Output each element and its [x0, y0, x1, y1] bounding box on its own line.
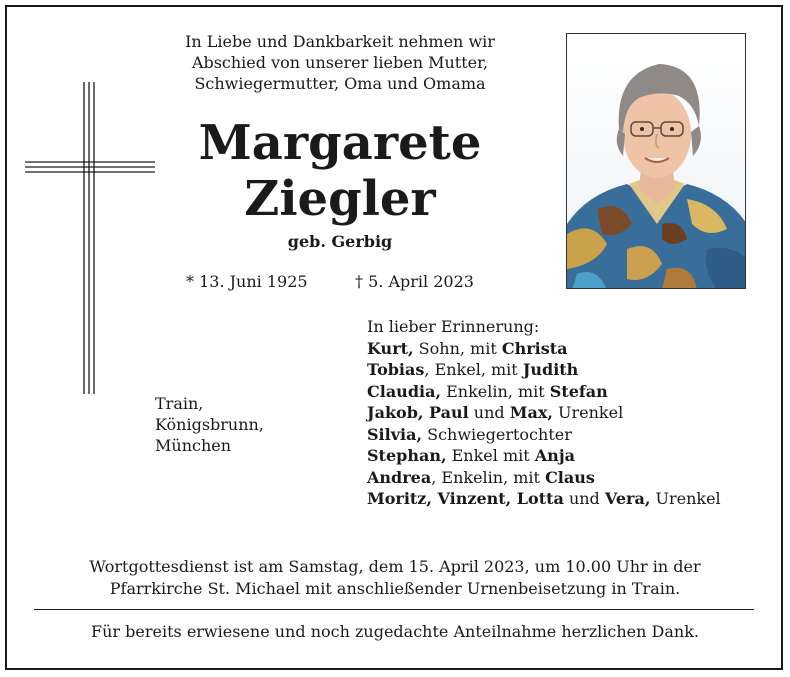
mourner-row [367, 488, 721, 510]
service-line: Pfarrkirche St. Michael mit anschließender Urnenbeisetzung in Train. [109, 579, 681, 598]
mourner-relation: , Enkel, mit [424, 360, 523, 379]
thanks-text: Für bereits erwiesene und noch zugedachte Anteilnahme herzlichen Dank. [91, 622, 699, 641]
mourner-relation: Schwiegertochter [422, 424, 572, 444]
intro-line: Schwiegermutter, Oma und Omama [194, 74, 486, 93]
mourner-row [367, 338, 721, 360]
places-list [155, 393, 264, 456]
mourner-relation: Sohn, mit [413, 338, 502, 358]
mourner-relation: Enkel mit [446, 446, 535, 465]
mourner-name: Kurt, [367, 338, 414, 358]
intro-line: Abschied von unserer lieben Mutter, [191, 53, 489, 72]
mourner-name: Claudia, [367, 381, 442, 401]
mourner-relation: , Enkelin, mit [431, 467, 546, 487]
mourner-relation: und [563, 489, 605, 508]
mourner-name: Stefan [549, 381, 608, 401]
death-date: † 5. April 2023 [355, 272, 474, 291]
mourner-name: Andrea [367, 467, 432, 487]
intro-text [130, 31, 550, 94]
portrait-photo [566, 33, 746, 289]
last-name: Ziegler [244, 171, 436, 227]
mourner-relation: Enkelin, mit [441, 381, 550, 401]
birth-name: geb. Gerbig [287, 232, 393, 251]
portrait-illustration [567, 34, 746, 289]
mourner-name: Vera, [604, 489, 651, 508]
first-name: Margarete [198, 115, 482, 171]
mourner-name: Silvia, [367, 424, 423, 444]
mourner-relation: Urenkel [650, 489, 721, 508]
mourner-relation: Urenkel [552, 403, 624, 422]
mourner-row [367, 381, 721, 403]
mourner-name: Claus [545, 467, 595, 487]
mourner-row [367, 424, 721, 446]
mourner-name: Judith [522, 360, 579, 379]
divider [34, 609, 754, 610]
mourner-row [367, 359, 721, 381]
mourner-name: Christa [501, 338, 568, 358]
mourner-row [367, 402, 721, 424]
mourner-name: Anja [534, 446, 575, 465]
mourner-row [367, 467, 721, 489]
birth-date: * 13. Juni 1925 [186, 272, 308, 291]
mourner-name: Tobias [367, 360, 425, 379]
mourner-name: Moritz, Vinzent, Lotta [367, 489, 564, 508]
mourners-heading: In lieber Erinnerung: [367, 317, 540, 336]
mourner-row [367, 445, 721, 467]
service-line: Wortgottesdienst ist am Samstag, dem 15. April 2023, um 10.00 Uhr in der [89, 557, 701, 576]
mourners-list [367, 316, 721, 510]
service-info [20, 556, 770, 600]
mourner-rows [367, 338, 721, 510]
mourner-name: Jakob, Paul [367, 403, 469, 422]
mourner-name: Stephan, [367, 446, 447, 465]
place-item: Königsbrunn, [155, 415, 264, 434]
place-item: Train, [155, 394, 204, 413]
mourner-relation: und [468, 403, 510, 422]
mourner-name: Max, [509, 403, 553, 422]
intro-line: In Liebe und Dankbarkeit nehmen wir [185, 32, 495, 51]
place-item: München [155, 436, 232, 455]
